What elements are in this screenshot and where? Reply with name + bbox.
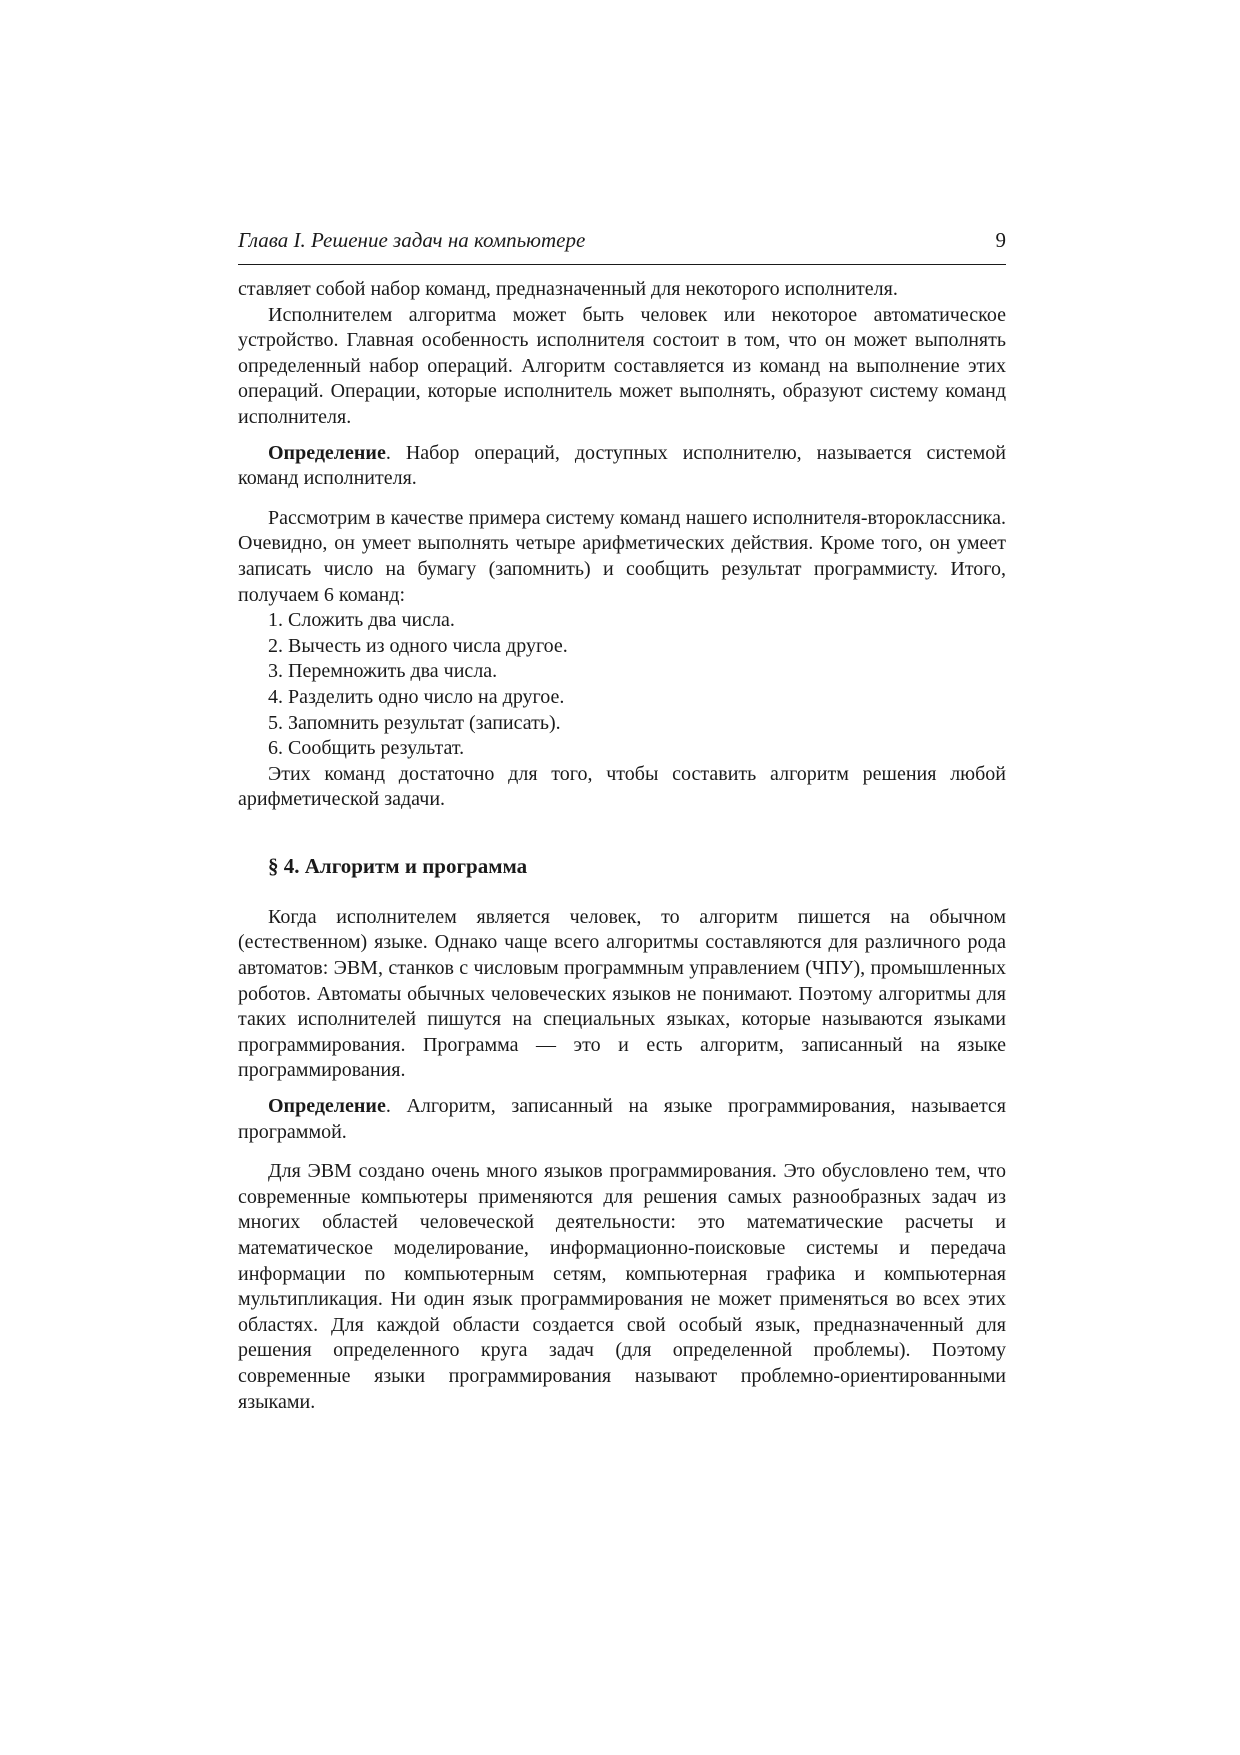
list-item: 2. Вычесть из одного числа другое. [268,634,568,657]
page-number: 9 [995,228,1006,252]
definition-text: . Алгоритм, записанный на языке программирования, называется программой. [238,1095,1006,1143]
list-item: 5. Запомнить результат (записать). [268,711,561,734]
paragraph-languages: Когда исполнителем является человек, то алгоритм пишется на обычном (естественном) языке. Однако чаще всего алгоритмы составляются для различного рода автоматов: ЭВМ, станков с числовым программным управлением (ЧПУ), промышленных роботов. Автоматы обычных человеческих языков не понимают. Поэтому алгоритмы для таких исполнителей пишутся на специальных языках, которые называются языками программирования. Программа — это и есть алгоритм, записанный на языке программирования. [238,905,1006,1082]
paragraph-executor: Исполнителем алгоритма может быть человек или некоторое автоматическое устройство. Главная особенность исполнителя состоит в том, что он может выполнять определенный набор операций. Алгоритм составляется из команд на выполнение этих операций. Операции, которые исполнитель может выполнять, образуют систему команд исполнителя. [238,303,1006,428]
command-list [238,608,1006,762]
definition-term: Определение [268,1095,386,1118]
list-item: 1. Сложить два числа. [268,609,455,632]
list-item: 4. Разделить одно число на другое. [268,685,565,708]
definition-text: . Набор операций, доступных исполнителю, называется системой команд исполнителя. [238,441,1006,490]
paragraph-problem-oriented: Для ЭВМ создано очень много языков программирования. Это обусловлено тем, что современные компьютеры применяются для решения самых разнообразных задач из многих областей человеческой деятельности: это математические расчеты и математическое моделирование, информационно-поисковые системы и передача информации по компьютерным сетям, компьютерная графика и компьютерная мультипликация. Ни один язык программирования не может применяться во всех этих областях. Для каждой области создается свой особый язык, предназначенный для решения определенного круга задач (для определенной проблемы). Поэтому современные языки программирования называют проблемно-ориентированными языками. [238,1160,1006,1413]
list-item: 3. Перемножить два числа. [268,660,498,683]
definition-command-system [238,441,1006,492]
definition-term: Определение [268,441,386,464]
paragraph-example: Рассмотрим в качестве примера систему команд нашего исполнителя-второклассника. Очевидно, он умеет выполнять четыре арифметических действия. Кроме того, он умеет записать число на бумагу (запомнить) и сообщить результат программисту. Итого, получаем 6 команд: [238,506,1006,606]
section-heading: § 4. Алгоритм и программа [268,853,528,878]
definition-program [238,1094,1006,1145]
running-header [238,228,1006,265]
paragraph-sufficiency: Этих команд достаточно для того, чтобы составить алгоритм решения любой арифметической задачи. [238,762,1006,811]
book-page [238,228,1006,1415]
list-item: 6. Сообщить результат. [268,737,465,760]
chapter-title: Глава I. Решение задач на компьютере [238,228,586,252]
paragraph-continuation: ставляет собой набор команд, предназначенный для некоторого исполнителя. [238,278,898,300]
